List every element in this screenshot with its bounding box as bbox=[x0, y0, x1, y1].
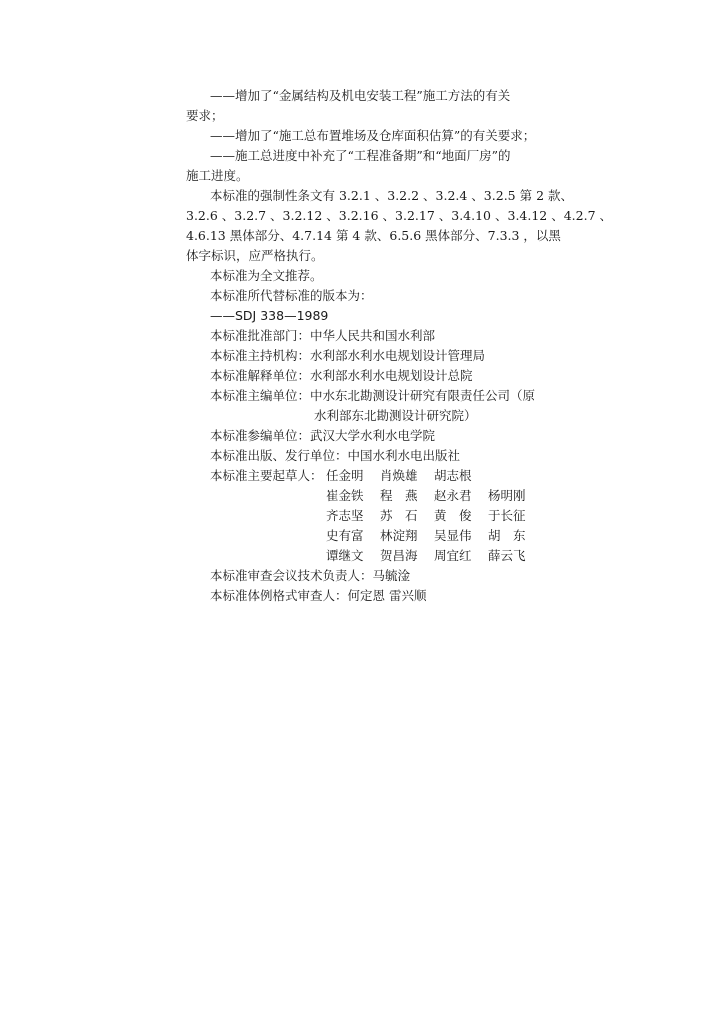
approval-dept-value: 中华人民共和国水利部 bbox=[310, 328, 436, 343]
interpret-org-label: 本标准解释单位： bbox=[210, 368, 311, 383]
drafters-row-4 bbox=[326, 530, 542, 543]
co-editor-row bbox=[210, 430, 435, 443]
format-reviewer-row bbox=[210, 590, 427, 603]
recommendation-statement: 本标准为全文推荐。 bbox=[210, 268, 323, 283]
host-org-row bbox=[210, 350, 485, 363]
change-item-schedule: ——施工总进度中补充了“工程准备期”和“地面厂房”的 bbox=[210, 148, 511, 163]
drafter-name: 赵永君 bbox=[434, 488, 472, 503]
drafter-name: 林淀翔 bbox=[380, 528, 418, 543]
drafters-row-5 bbox=[326, 550, 542, 563]
host-org-value: 水利部水利水电规划设计管理局 bbox=[310, 348, 486, 363]
chief-editor-value-cont: 水利部东北勘测设计研究院） bbox=[314, 408, 477, 423]
drafters-row-3 bbox=[326, 510, 542, 523]
change-item-schedule-cont: 施工进度。 bbox=[186, 168, 249, 183]
approval-dept-row bbox=[210, 330, 435, 343]
drafter-name: 吴显伟 bbox=[434, 528, 472, 543]
chief-editor-value: 中水东北勘测设计研究有限责任公司（原 bbox=[310, 388, 536, 403]
mandatory-clauses-line-4: 体字标识，应严格执行。 bbox=[186, 248, 324, 263]
review-lead-label: 本标准审查会议技术负责人： bbox=[210, 568, 373, 583]
drafter-name: 胡志根 bbox=[434, 468, 472, 483]
co-editor-value: 武汉大学水利水电学院 bbox=[310, 428, 436, 443]
drafter-name: 程 燕 bbox=[380, 488, 418, 503]
drafter-name: 薛云飞 bbox=[488, 548, 526, 563]
drafter-name: 任金明 bbox=[326, 468, 364, 483]
drafters-row-2 bbox=[326, 490, 542, 503]
host-org-label: 本标准主持机构： bbox=[210, 348, 311, 363]
drafter-name: 胡 东 bbox=[488, 528, 526, 543]
replaced-standard-code: ——SDJ 338—1989 bbox=[210, 308, 329, 323]
drafter-name: 贺昌海 bbox=[380, 548, 418, 563]
drafter-name: 于长征 bbox=[488, 508, 526, 523]
format-reviewer-label: 本标准体例格式审查人： bbox=[210, 588, 348, 603]
chief-editor-label: 本标准主编单位： bbox=[210, 388, 311, 403]
mandatory-clauses-line-1: 本标准的强制性条文有 3.2.1 、3.2.2 、3.2.4 、3.2.5 第 2 款、 bbox=[210, 188, 573, 203]
publisher-row bbox=[210, 450, 460, 463]
drafters-row-1 bbox=[326, 470, 488, 483]
replaced-standard-label: 本标准所代替标准的版本为： bbox=[210, 288, 373, 303]
change-item-metal-structures-cont: 要求； bbox=[186, 108, 224, 123]
change-item-layout-storage: ——增加了“施工总布置堆场及仓库面积估算”的有关要求； bbox=[210, 128, 536, 143]
approval-dept-label: 本标准批准部门： bbox=[210, 328, 311, 343]
review-lead-row bbox=[210, 570, 410, 583]
mandatory-clauses-line-2: 3.2.6 、3.2.7 、3.2.12 、3.2.16 、3.2.17 、3.4.10 、3.4.12 、4.2.7 、 bbox=[186, 208, 612, 223]
drafter-name: 肖焕雄 bbox=[380, 468, 418, 483]
chief-editor-row bbox=[210, 390, 535, 403]
format-reviewer-value: 何定恩 雷兴顺 bbox=[347, 588, 427, 603]
change-item-metal-structures: ——增加了“金属结构及机电安装工程”施工方法的有关 bbox=[210, 88, 511, 103]
drafter-name: 周宜红 bbox=[434, 548, 472, 563]
mandatory-clauses-line-3: 4.6.13 黑体部分、4.7.14 第 4 款、6.5.6 黑体部分、7.3.3 ，以黑 bbox=[186, 228, 561, 243]
review-lead-value: 马毓淦 bbox=[372, 568, 411, 583]
drafter-name: 杨明刚 bbox=[488, 488, 526, 503]
co-editor-label: 本标准参编单位： bbox=[210, 428, 311, 443]
drafter-name: 黄 俊 bbox=[434, 508, 472, 523]
publisher-value: 中国水利水电出版社 bbox=[347, 448, 461, 463]
drafter-name: 苏 石 bbox=[380, 508, 418, 523]
drafter-name: 齐志坚 bbox=[326, 508, 364, 523]
interpret-org-row bbox=[210, 370, 473, 383]
drafter-name: 史有富 bbox=[326, 528, 364, 543]
publisher-label: 本标准出版、发行单位： bbox=[210, 448, 348, 463]
interpret-org-value: 水利部水利水电规划设计总院 bbox=[310, 368, 473, 383]
drafters-label: 本标准主要起草人： bbox=[210, 468, 323, 483]
drafter-name: 崔金铁 bbox=[326, 488, 364, 503]
drafter-name: 谭继文 bbox=[326, 548, 364, 563]
